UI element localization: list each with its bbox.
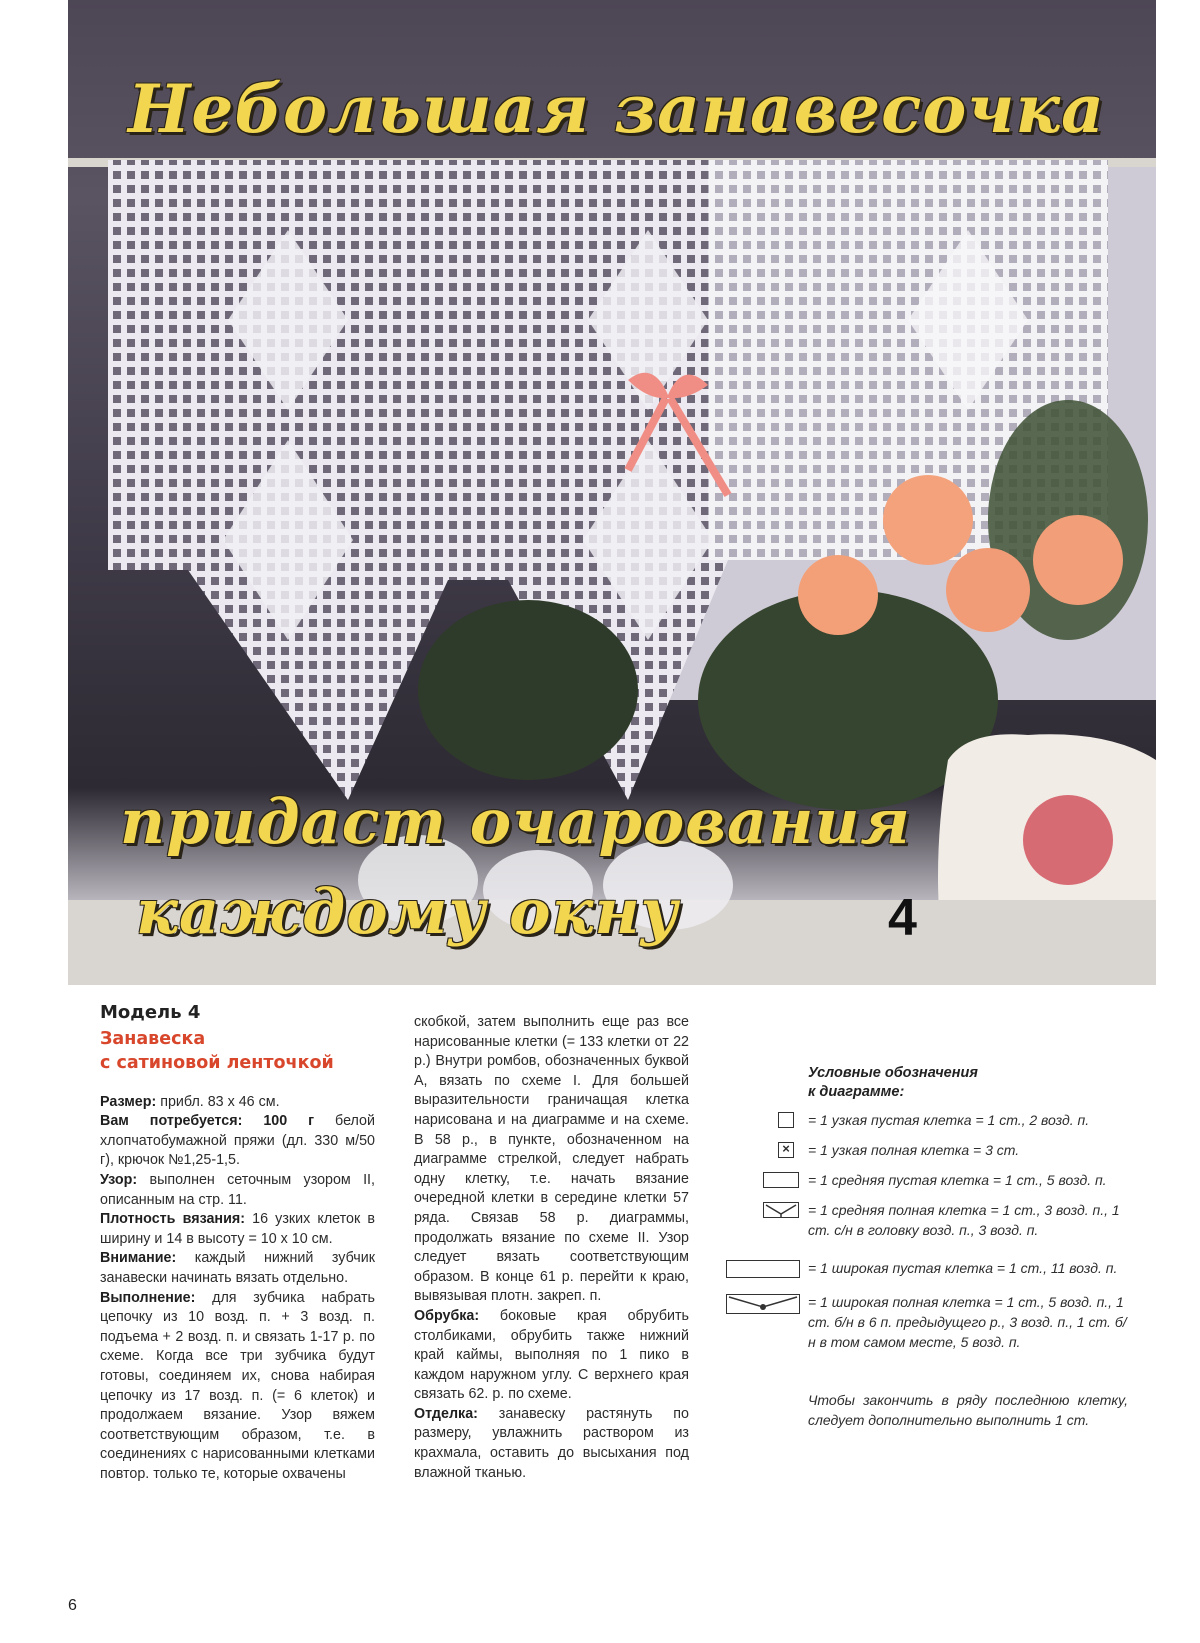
- medium-full-cell-icon: [763, 1202, 799, 1218]
- paragraph-pattern: Узор: выполнен сеточным узором II, описанным на стр. 11.: [100, 1171, 375, 1208]
- legend-item: [808, 1200, 1128, 1240]
- paragraph-size: Размер: прибл. 83 x 46 см.: [100, 1093, 280, 1110]
- model-subtitle-line-1: Занавеска: [100, 1028, 206, 1049]
- legend-item: [782, 1140, 1128, 1160]
- legend-item-text: = 1 узкая пустая клетка = 1 ст., 2 возд. п.: [808, 1112, 1090, 1128]
- legend-item: [808, 1292, 1128, 1352]
- legend-title: [808, 1064, 1128, 1102]
- page-number: 6: [68, 1597, 77, 1614]
- paragraph-edging: Обрубка: боковые края обрубить столбиками, обрубить также нижний край каймы, выполняя по 1 пико в каждом наружном углу. С верхнего края связать 62. р. по схеме.: [414, 1307, 689, 1403]
- model-number: 4: [888, 889, 917, 947]
- legend-item: [808, 1170, 1128, 1190]
- paragraph-attention: Внимание: каждый нижний зубчик занавески начинать вязать отдельно.: [100, 1250, 375, 1286]
- wide-empty-cell-icon: [726, 1260, 800, 1278]
- model-subtitle-line-2: с сатиновой ленточкой: [100, 1052, 334, 1073]
- curtain-photo: [68, 0, 1156, 985]
- model-subtitle: [100, 1027, 375, 1075]
- narrow-empty-cell-icon: [778, 1112, 794, 1128]
- paragraph-instructions: Выполнение: для зубчика набрать цепочку из 10 возд. п. + 3 возд. п. подъема + 2 возд. п. и связать 1-17 р. по схеме. Когда все три зубчика будут готовы, соединяем их, снова набирая цепочку из 17 возд. п. (= 6 клеток) и продолжаем вязание. Узор вяжем соответствующим образом, т.е. в соединениях с нарисованными клетками повтор. только те, которые охвачены: [100, 1289, 375, 1482]
- legend-item-text: = 1 широкая пустая клетка = 1 ст., 11 возд. п.: [808, 1260, 1118, 1276]
- diagram-legend: [782, 1064, 1128, 1430]
- legend-item: [808, 1110, 1128, 1130]
- legend-note: Чтобы закончить в ряду последнюю клетку, следует дополнительно выполнить 1 ст.: [808, 1392, 1128, 1428]
- headline-line-2: придаст очарования: [120, 785, 911, 858]
- narrow-full-cell-icon: ×: [778, 1142, 794, 1158]
- paragraph-gauge: Плотность вязания: 16 узких клеток в ширину и 14 в высоту = 10 x 10 см.: [100, 1211, 375, 1247]
- headline-line-3: каждому окну: [136, 875, 679, 948]
- paragraph-continuation: скобкой, затем выполнить еще раз все нарисованные клетки (= 133 клетки от 22 р.) Внутри ромбов, обозначенных буквой А, вязать по схеме I. Для большей выразительности граничащая клетка нарисована и на диаграмме и на схеме. В 58 р., в пункте, обозначенном на диаграмме стрелкой, следует набрать одну клетку, т.е. начать вязание очередной клетки в середине клетки 57 ряда. Связав 58 р. диаграммы, продолжать вязание по схеме II. Узор следует вязать соответствующим образом. В конце 61 р. перейти к краю, вывязывая плотн. закреп. п.: [414, 1014, 689, 1305]
- article-column-2: [414, 1013, 689, 1483]
- medium-empty-cell-icon: [763, 1172, 799, 1188]
- model-heading: Модель 4: [100, 1002, 201, 1023]
- paragraph-materials: Вам потребуется: 100 г белой хлопчатобумажной пряжи (дл. 330 м/50 г), крючок №1,25-1,5.: [100, 1113, 375, 1169]
- legend-item-text: = 1 узкая полная клетка = 3 ст.: [808, 1142, 1020, 1158]
- paragraph-finishing: Отделка: занавеску растянуть по размеру, увлажнить раствором из крахмала, оставить до высыхания под влажной тканью.: [414, 1405, 689, 1481]
- article-column-1: [100, 1003, 375, 1484]
- legend-title-line-1: Условные обозначения: [808, 1065, 978, 1081]
- legend-item-text: = 1 широкая полная клетка = 1 ст., 5 возд. п., 1 ст. б/н в 6 п. предыдущего р., 3 возд. п., 1 ст. б/н в том самом месте, 5 возд. п.: [808, 1294, 1127, 1350]
- wide-full-cell-icon: [726, 1294, 800, 1314]
- legend-title-line-2: к диаграмме:: [808, 1084, 905, 1100]
- legend-item-text: = 1 средняя пустая клетка = 1 ст., 5 возд. п.: [808, 1172, 1107, 1188]
- legend-item: [808, 1258, 1128, 1278]
- headline-line-1: Небольшая занавесочка: [128, 70, 1105, 148]
- legend-item-text: = 1 средняя полная клетка = 1 ст., 3 возд. п., 1 ст. с/н в головку возд. п., 3 возд. п.: [808, 1202, 1120, 1238]
